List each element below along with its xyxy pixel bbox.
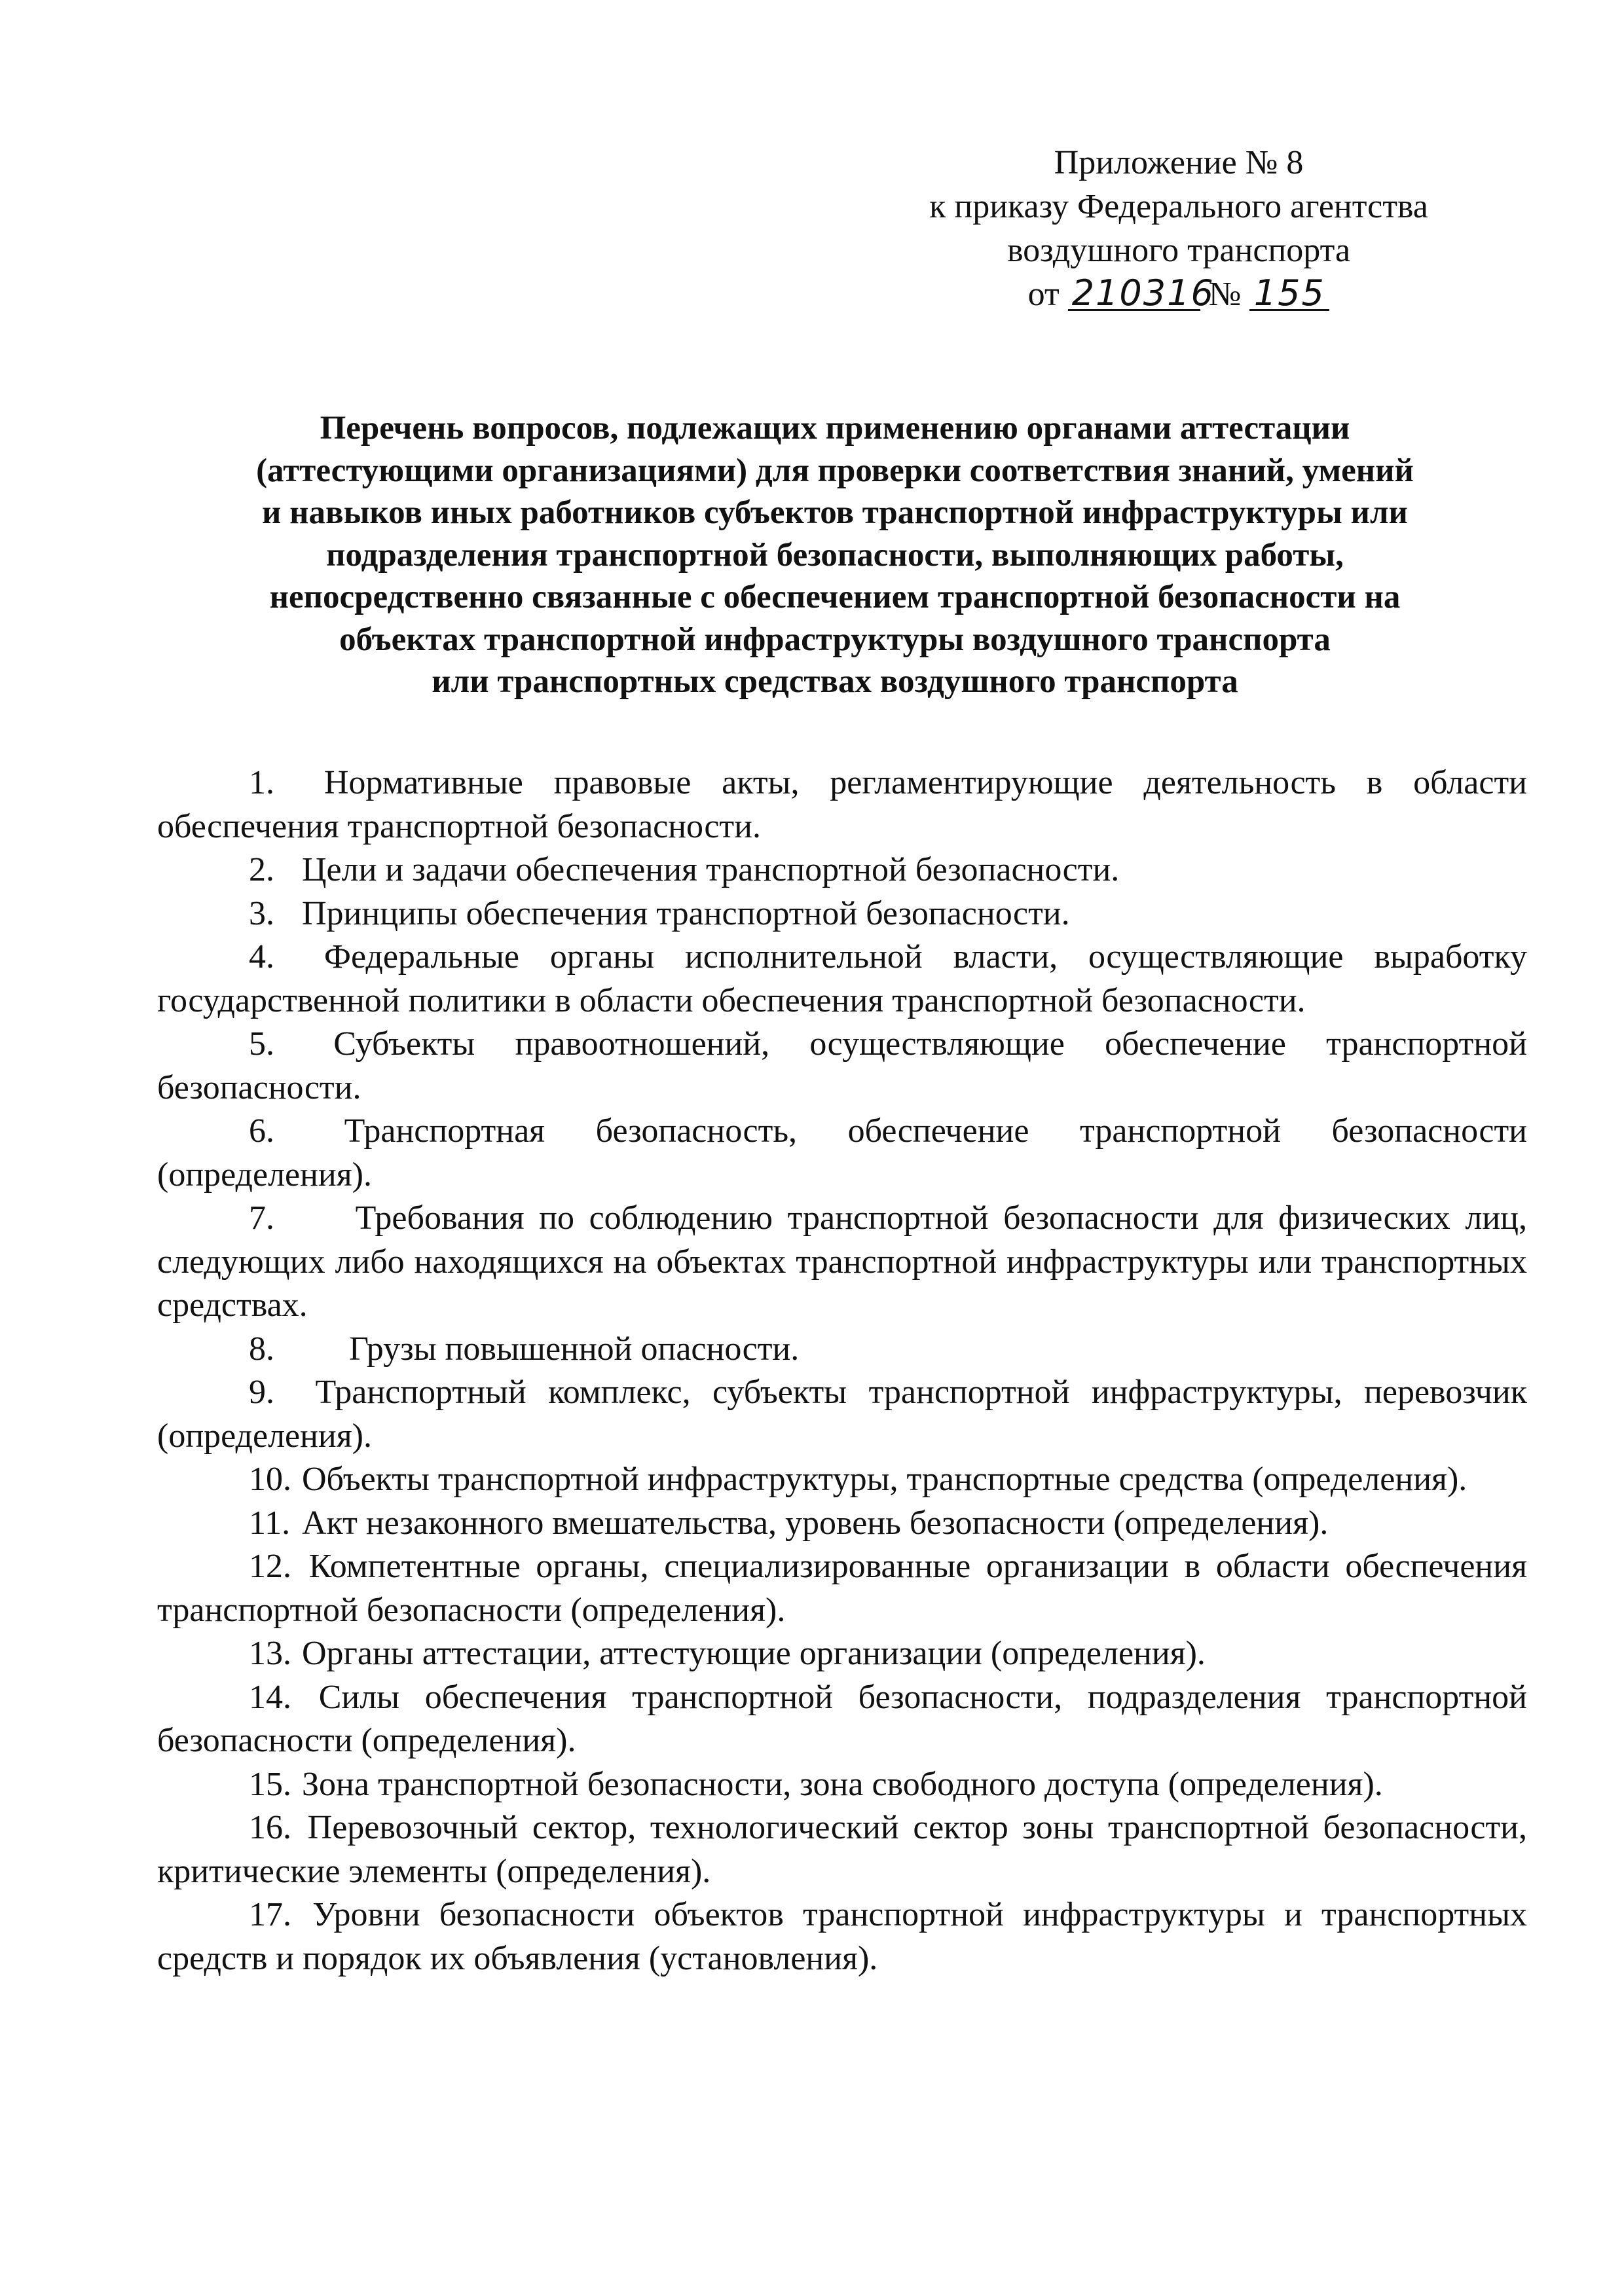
item-number: 6.: [249, 1112, 274, 1150]
title-line: объектах транспортной инфраструктуры воздушного транспорта: [339, 621, 1331, 658]
document-title: [151, 407, 1519, 703]
date-prefix: от: [1027, 276, 1060, 313]
list-item: [157, 1545, 1527, 1632]
item-number: 13.: [249, 1635, 291, 1672]
order-reference: к приказу Федерального агентства: [929, 188, 1428, 225]
item-text: Цели и задачи обеспечения транспортной безопасности.: [302, 851, 1120, 888]
list-item: [157, 1763, 1527, 1807]
item-number: 7.: [249, 1199, 274, 1237]
list-item: [157, 1676, 1527, 1763]
title-line: и навыков иных работников субъектов транспортной инфраструктуры или: [262, 494, 1408, 531]
appendix-header: [851, 141, 1506, 316]
item-number: 15.: [249, 1765, 291, 1803]
list-item: [157, 1328, 1527, 1372]
list-item: [157, 761, 1527, 848]
title-line: (аттестующими организациями) для проверки соответствия знаний, умений: [256, 452, 1414, 489]
item-number: 16.: [249, 1809, 291, 1846]
agency-name: воздушного транспорта: [1006, 232, 1351, 269]
item-text: Зона транспортной безопасности, зона свободного доступа (определения).: [302, 1765, 1383, 1803]
item-number: 3.: [249, 894, 274, 932]
item-text: Транспортная безопасность, обеспечение транспортной безопасности (определения).: [157, 1112, 1527, 1194]
list-item: [157, 936, 1527, 1023]
title-line: подразделения транспортной безопасности, выполняющих работы,: [326, 536, 1344, 574]
item-text: Акт незаконного вмешательства, уровень безопасности (определения).: [302, 1504, 1329, 1542]
list-item: [157, 1197, 1527, 1328]
appendix-label: Приложение № 8: [1054, 144, 1304, 181]
list-item: [157, 1458, 1527, 1502]
list-item: [157, 1806, 1527, 1893]
item-number: 14.: [249, 1678, 291, 1716]
title-line: Перечень вопросов, подлежащих применению органами аттестации: [320, 410, 1350, 446]
list-item: [157, 892, 1527, 936]
item-text: Перевозочный сектор, технологический сектор зоны транспортной безопасности, критические элементы (определения).: [157, 1809, 1528, 1890]
item-text: Субъекты правоотношений, осуществляющие обеспечение транспортной безопасности.: [157, 1025, 1527, 1106]
item-number: 9.: [249, 1374, 274, 1411]
item-text: Федеральные органы исполнительной власти, осуществляющие выработку государственной политики в области обеспечения транспортной безопасности.: [157, 938, 1527, 1019]
item-number: 10.: [249, 1461, 291, 1498]
question-list: [157, 761, 1527, 1980]
list-item: [157, 848, 1527, 892]
list-item: [157, 1502, 1527, 1546]
item-number: 12.: [249, 1548, 291, 1585]
item-number: 8.: [249, 1330, 274, 1368]
list-item: [157, 1632, 1527, 1676]
item-text: Органы аттестации, аттестующие организации (определения).: [302, 1635, 1206, 1672]
list-item: [157, 1110, 1527, 1197]
item-text: Уровни безопасности объектов транспортной инфраструктуры и транспортных средств и порядок их объявления (установления).: [157, 1896, 1528, 1977]
item-text: Объекты транспортной инфраструктуры, транспортные средства (определения).: [302, 1461, 1467, 1498]
item-number: 5.: [249, 1025, 274, 1063]
handwritten-date: 210316: [1068, 278, 1200, 311]
list-item: [157, 1893, 1527, 1980]
title-line: непосредственно связанные с обеспечением транспортной безопасности на: [269, 579, 1401, 615]
item-text: Грузы повышенной опасности.: [349, 1330, 800, 1368]
item-number: 1.: [249, 764, 274, 801]
item-number: 4.: [249, 938, 274, 975]
item-text: Требования по соблюдению транспортной безопасности для физических лиц, следующих либо находящихся на объектах транспортной инфраструктуры или транспортных средствах.: [157, 1199, 1528, 1324]
list-item: [157, 1023, 1527, 1110]
number-prefix: №: [1208, 276, 1242, 313]
item-text: Транспортный комплекс, субъекты транспортной инфраструктуры, перевозчик (определения).: [157, 1374, 1528, 1455]
title-line: или транспортных средствах воздушного транспорта: [432, 663, 1238, 700]
item-text: Нормативные правовые акты, регламентирующие деятельность в области обеспечения транспортной безопасности.: [157, 764, 1528, 845]
order-date-number: [851, 272, 1506, 316]
item-text: Принципы обеспечения транспортной безопасности.: [302, 894, 1070, 932]
item-number: 17.: [249, 1896, 291, 1933]
item-number: 2.: [249, 851, 274, 888]
item-number: 11.: [249, 1504, 291, 1542]
list-item: [157, 1371, 1527, 1458]
item-text: Силы обеспечения транспортной безопасности, подразделения транспортной безопасности (определения).: [157, 1678, 1527, 1759]
item-text: Компетентные органы, специализированные организации в области обеспечения транспортной безопасности (определения).: [157, 1548, 1528, 1629]
handwritten-number: 155: [1249, 278, 1329, 311]
